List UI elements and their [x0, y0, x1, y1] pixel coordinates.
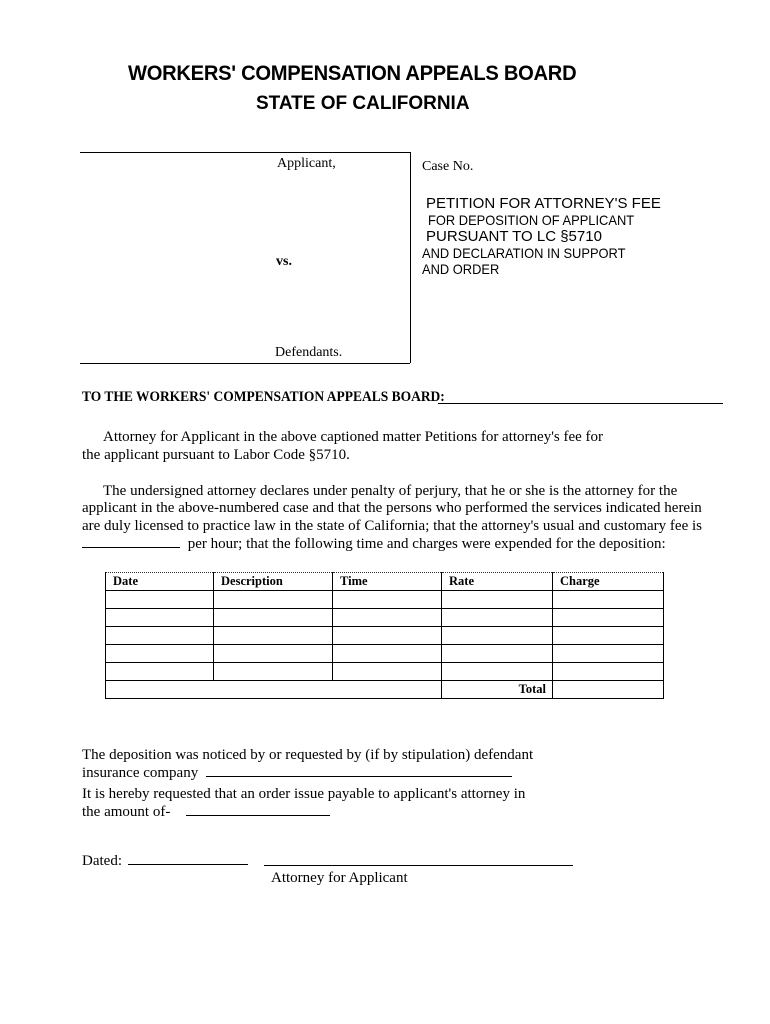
para1-line-1: Attorney for Applicant in the above captioned matter Petitions for attorney's fee for	[103, 429, 604, 445]
petition-title-line-4: AND DECLARATION IN SUPPORT	[422, 245, 626, 261]
case-no-label: Case No.	[422, 159, 474, 174]
to-board-heading: TO THE WORKERS' COMPENSATION APPEALS BOARD:	[82, 389, 445, 405]
hourly-fee-field[interactable]	[82, 547, 180, 548]
vs-label: vs.	[276, 254, 292, 269]
para2-line-2: applicant in the above-numbered case and that the persons who performed the services indicated herein	[82, 500, 702, 516]
header-charge: Charge	[553, 573, 664, 591]
header-time: Time	[333, 573, 442, 591]
form-title: WORKERS' COMPENSATION APPEALS BOARD	[128, 62, 577, 85]
total-label: Total	[442, 681, 553, 699]
signature-line[interactable]	[264, 865, 573, 866]
date-field[interactable]	[128, 864, 248, 865]
to-board-fill-line[interactable]	[438, 403, 723, 404]
insurance-company-field[interactable]	[206, 776, 512, 777]
caption-divider	[410, 152, 411, 363]
caption-bottom-rule	[80, 363, 410, 364]
table-row[interactable]	[106, 609, 664, 627]
form-subtitle: STATE OF CALIFORNIA	[256, 93, 470, 114]
table-row[interactable]	[106, 591, 664, 609]
petition-title-line-2: FOR DEPOSITION OF APPLICANT	[428, 212, 635, 228]
para2-line-4: per hour; that the following time and charges were expended for the deposition:	[187, 536, 666, 552]
table-row[interactable]	[106, 645, 664, 663]
table-row[interactable]	[106, 663, 664, 681]
header-rate: Rate	[442, 573, 553, 591]
caption-top-rule	[80, 152, 410, 153]
notice-line-2: insurance company	[82, 765, 199, 781]
dated-label: Dated:	[82, 853, 122, 869]
petition-title-line-1: PETITION FOR ATTORNEY'S FEE	[426, 195, 661, 212]
table-total-row	[106, 681, 664, 699]
request-line-1: It is hereby requested that an order issue payable to applicant's attorney in	[82, 786, 526, 802]
total-charge-cell[interactable]	[553, 681, 664, 699]
petition-title-line-3: PURSUANT TO LC §5710	[426, 228, 602, 245]
header-description: Description	[214, 573, 333, 591]
request-line-2: the amount of-	[82, 804, 171, 820]
amount-field[interactable]	[186, 815, 330, 816]
petition-title-line-5: AND ORDER	[422, 261, 500, 277]
table-row[interactable]	[106, 627, 664, 645]
applicant-label: Applicant,	[277, 156, 336, 171]
para2-line-3: are duly licensed to practice law in the state of California; that the attorney's usual and customary fee is	[82, 518, 702, 534]
table-header-row	[106, 573, 664, 591]
signature-label: Attorney for Applicant	[271, 870, 408, 886]
notice-line-1: The deposition was noticed by or requested by (if by stipulation) defendant	[82, 747, 534, 763]
para1-line-2: the applicant pursuant to Labor Code §5710.	[82, 447, 350, 463]
deposition-charges-table	[105, 572, 664, 699]
header-date: Date	[106, 573, 214, 591]
para2-line-1: The undersigned attorney declares under penalty of perjury, that he or she is the attorney for the	[103, 483, 678, 499]
defendants-label: Defendants.	[275, 345, 343, 360]
